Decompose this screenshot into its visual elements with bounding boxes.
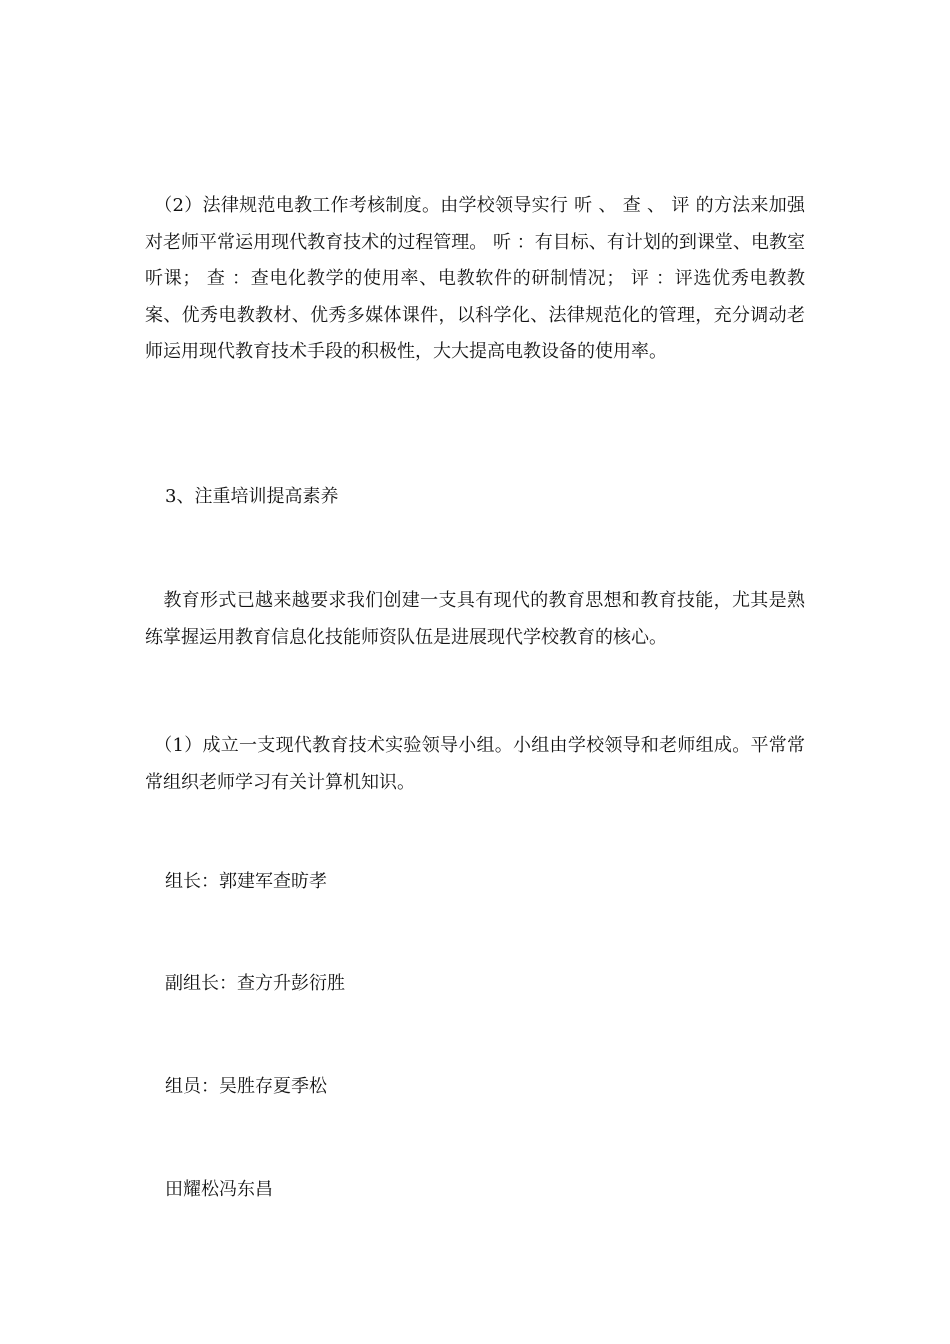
members-line: 组员：吴胜存夏季松 [165, 1076, 327, 1097]
paragraph-management-system: （2）法律规范电教工作考核制度。由学校领导实行 听 、 查 、 评 的方法来加强对老师平常运用现代教育技术的过程管理。 听 ：有目标、有计划的到课堂、电教室听课； 查 ：查电化教学的使用率、电教软件的研制情况； 评 ：评选优秀电教教案、优秀电教教材、优秀多媒体课件，以科学化、法律规范化的管理，充分调动老师运用现代教育技术手段的积极性，大大提高电教设备的使用率。 [145, 195, 805, 362]
group-leader-line: 组长：郭建军查昉孝 [165, 871, 327, 892]
deputy-leader-line: 副组长：查方升彭衍胜 [165, 973, 345, 994]
section-heading-training: 3、注重培训提高素养 [165, 486, 339, 507]
paragraph-leadership-group: （1）成立一支现代教育技术实验领导小组。小组由学校领导和老师组成。平常常常组织老师学习有关计算机知识。 [145, 735, 805, 793]
members-continued-line: 田耀松冯东昌 [165, 1179, 273, 1200]
paragraph-training-requirement: 教育形式已越来越要求我们创建一支具有现代的教育思想和教育技能，尤其是熟练掌握运用教育信息化技能师资队伍是进展现代学校教育的核心。 [145, 590, 805, 648]
